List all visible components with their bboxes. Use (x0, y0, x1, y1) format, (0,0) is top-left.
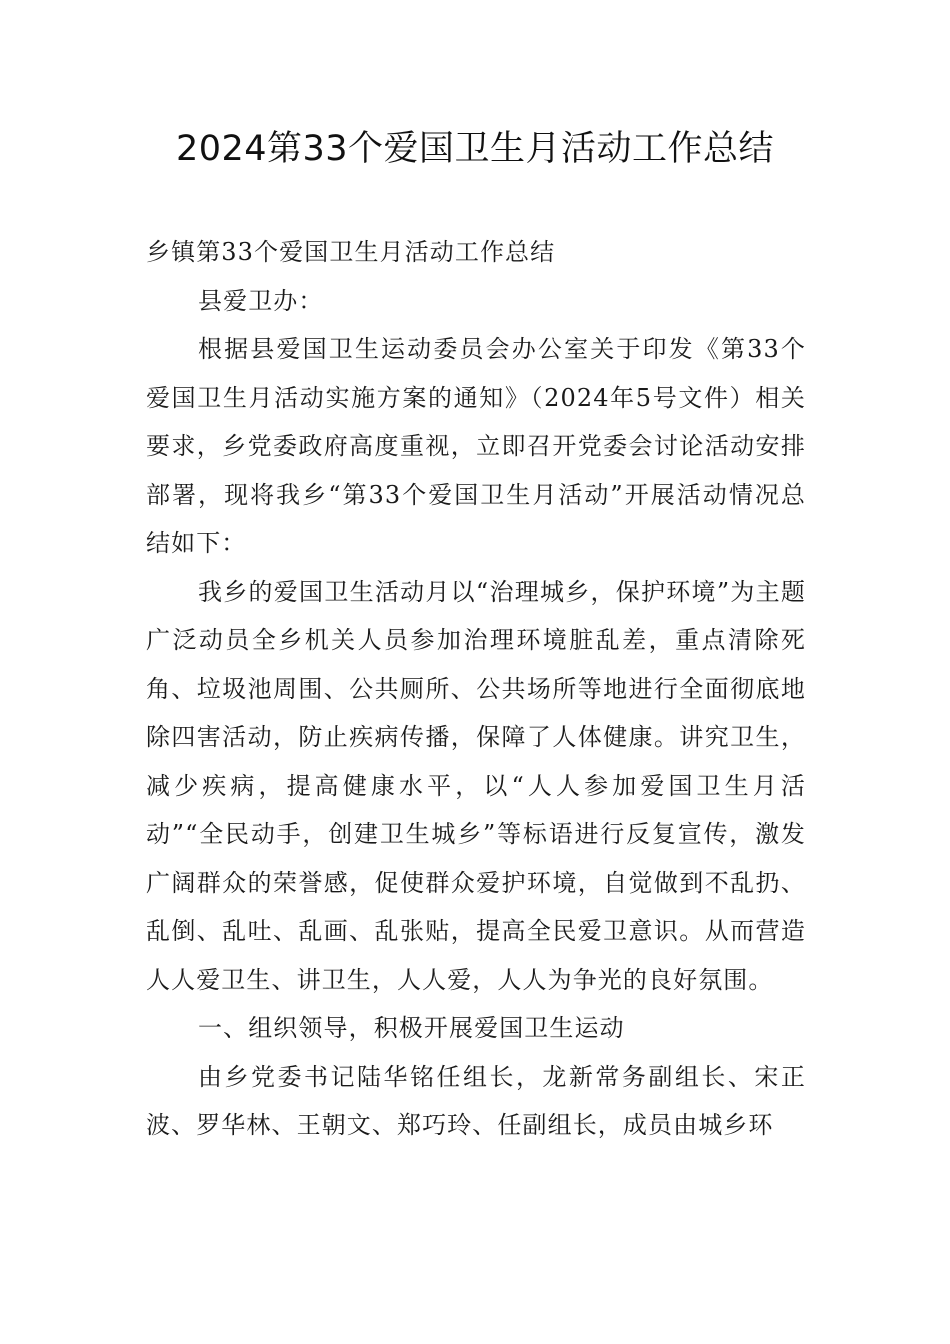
section-heading: 一、组织领导，积极开展爱国卫生运动 (198, 1014, 625, 1042)
section-paragraph: 由乡党委书记陆华铭任组长，龙新常务副组长、宋正波、罗华林、王朝文、郑巧玲、任副组长，成员由城乡环 (146, 1062, 806, 1139)
paragraph-theme: 我乡的爱国卫生活动月以“治理城乡，保护环境”为主题广泛动员全乡机关人员参加治理环境脏乱差，重点清除死角、垃圾池周围、公共厕所、公共场所等地进行全面彻底地除四害活动，防止疾病传播，保障了人体健康。讲究卫生，减少疾病，提高健康水平，以“人人参加爱国卫生月活动”“全民动手，创建卫生城乡”等标语进行反复宣传，激发广阔群众的荣誉感，促使群众爱护环境，自觉做到不乱扔、乱倒、乱吐、乱画、乱张贴，提高全民爱卫意识。从而营造人人爱卫生、讲卫生，人人爱，人人为争光的良好氛围。 (146, 577, 806, 994)
document-title: 2024第33个爱国卫生月活动工作总结 (175, 129, 775, 169)
paragraph-intro: 根据县爱国卫生运动委员会办公室关于印发《第33个爱国卫生月活动实施方案的通知》（2024年5号文件）相关要求，乡党委政府高度重视，立即召开党委会讨论活动安排部署，现将我乡“第33个爱国卫生月活动”开展活动情况总结如下： (146, 335, 806, 557)
salutation: 县爱卫办： (198, 286, 324, 315)
document-subtitle: 乡镇第33个爱国卫生月活动工作总结 (146, 238, 556, 266)
document-body (146, 228, 806, 1150)
